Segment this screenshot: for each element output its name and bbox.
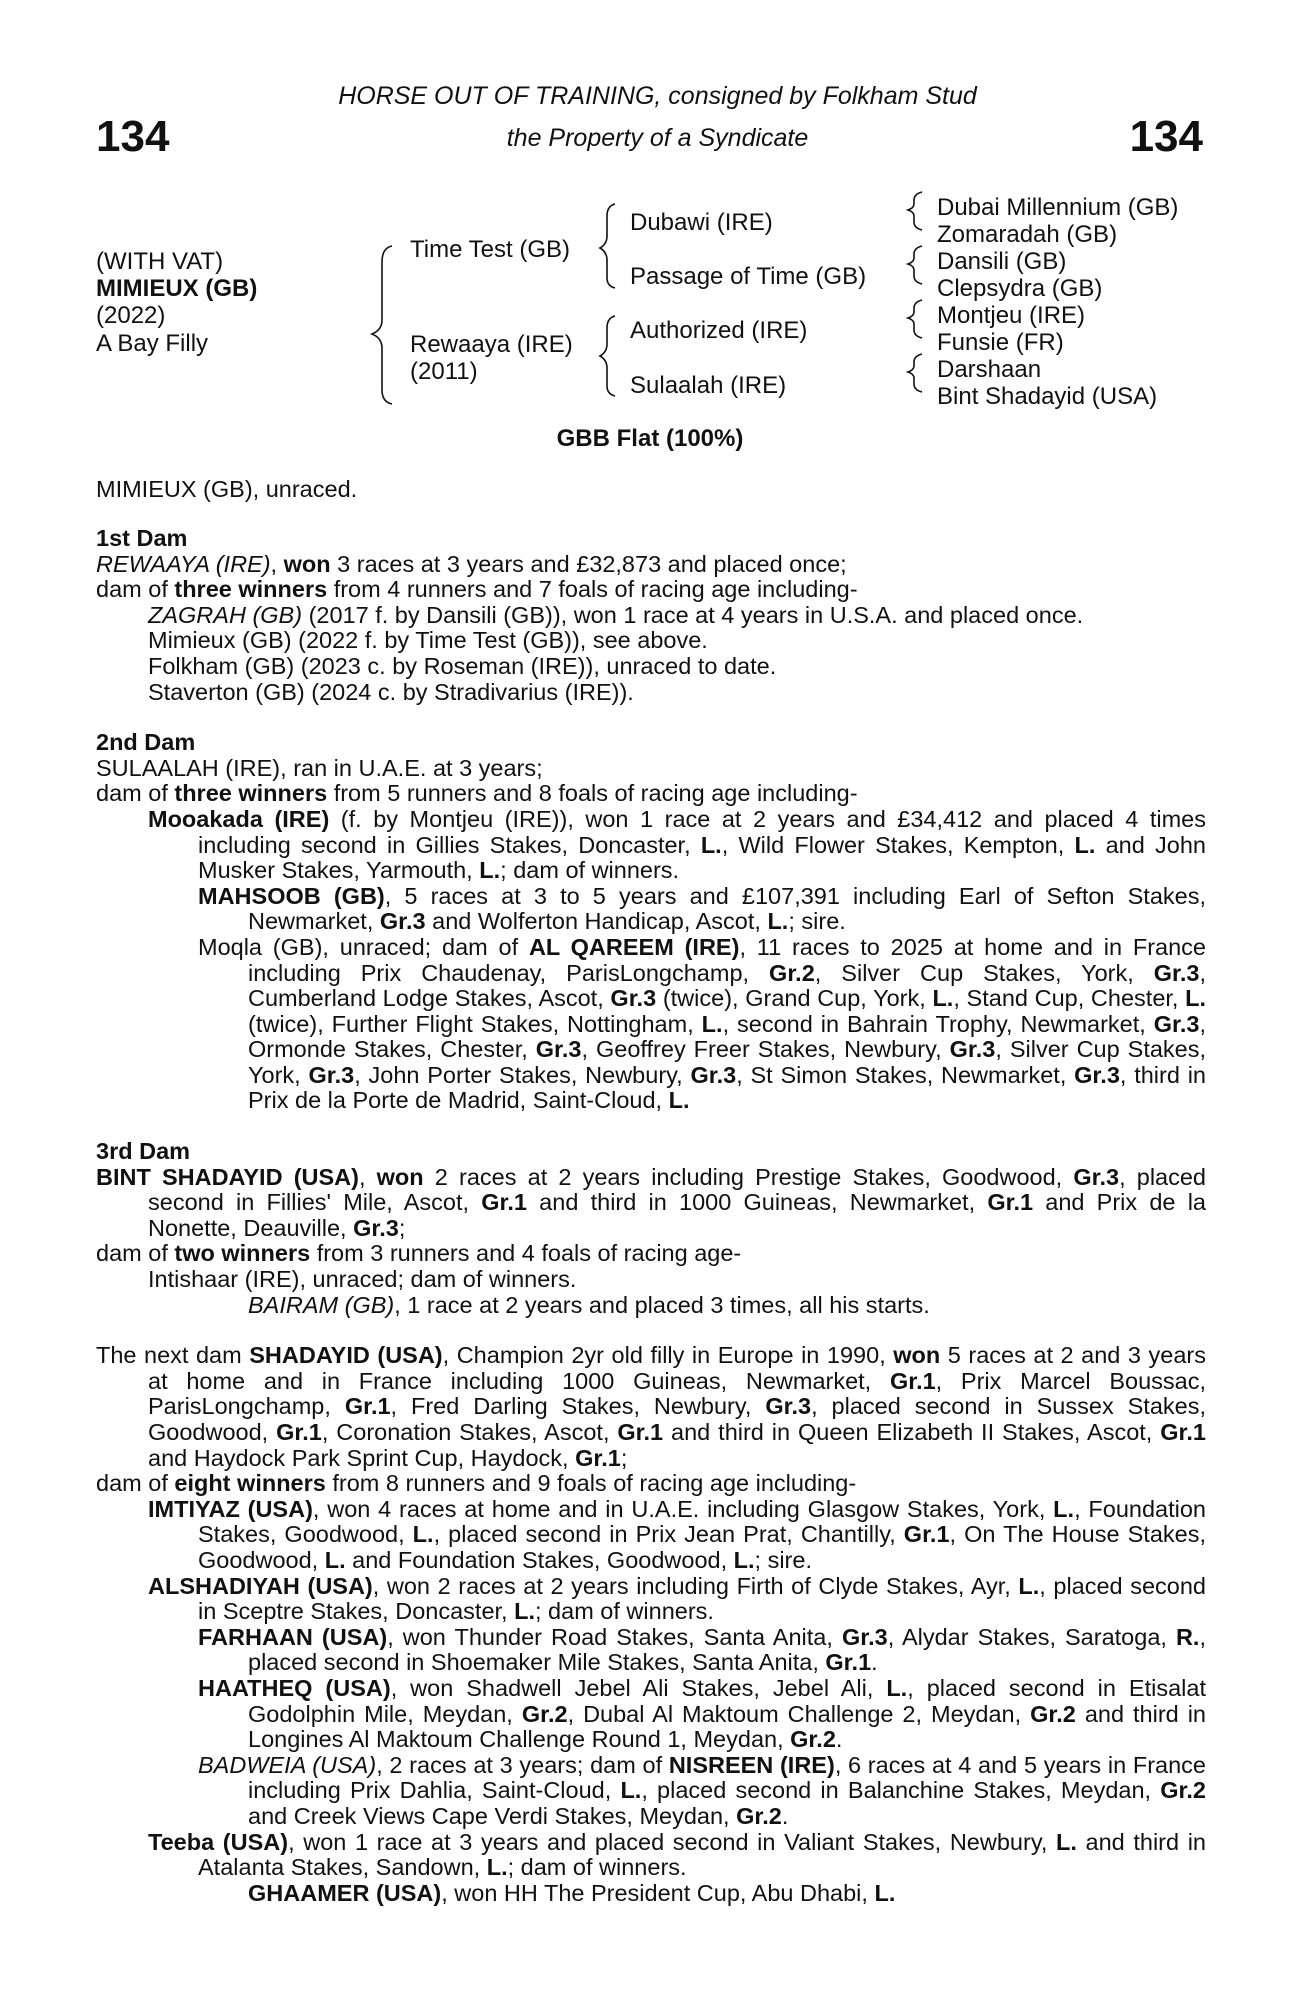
text: , placed second in Sussex Stakes, Goodwood, xyxy=(148,1393,1206,1445)
record-entry xyxy=(96,1753,1206,1830)
bold-text: Gr.3 xyxy=(949,1036,996,1063)
text: . xyxy=(781,1802,789,1829)
bold-text: three winners xyxy=(174,576,328,603)
bold-text: Gr.1 xyxy=(825,1649,872,1676)
text: , won 2 races at 2 years including Firth of Clyde Stakes, Ayr, xyxy=(372,1572,1019,1599)
text: ; xyxy=(398,1214,406,1241)
ggs-7: Darshaan xyxy=(937,356,1042,383)
record-entry xyxy=(96,1625,1206,1676)
bold-text: Gr.2 xyxy=(521,1700,568,1727)
bold-text: L. xyxy=(701,1010,723,1037)
text: ; sire. xyxy=(754,1546,812,1573)
text: dam of xyxy=(96,576,175,603)
bold-text: Gr.3 xyxy=(1074,1061,1120,1088)
text: dam of xyxy=(96,780,175,807)
sire-name: Time Test (GB) xyxy=(410,236,571,263)
bold-text: Gr.2 xyxy=(790,1726,836,1753)
record-entry xyxy=(96,1574,1206,1625)
bold-text: Gr.3 xyxy=(1073,1163,1120,1190)
text: , xyxy=(358,1163,377,1190)
bold-text: L. xyxy=(620,1777,642,1804)
bold-text: NISREEN (IRE) xyxy=(668,1751,835,1778)
text: from 5 runners and 8 foals of racing age including- xyxy=(327,780,858,807)
bold-text: Gr.3 xyxy=(535,1036,582,1063)
ggs-1: Dubai Millennium (GB) xyxy=(937,194,1179,221)
record-entry xyxy=(96,781,1206,807)
text: ; dam of winners. xyxy=(535,1598,714,1625)
ggs-4: Clepsydra (GB) xyxy=(937,275,1103,302)
text: , Stand Cup, Chester, xyxy=(953,985,1186,1012)
text: , Silver Cup Stakes, York, xyxy=(248,1036,1207,1088)
bold-text: Gr.3 xyxy=(765,1393,812,1420)
bold-text: Gr.2 xyxy=(769,959,815,986)
text: and third in Longines Al Maktoum Challenge Round 1, Meydan, xyxy=(248,1700,1206,1753)
racing-record-intro: MIMIEUX (GB), unraced. xyxy=(96,476,358,502)
text: , Fred Darling Stakes, Newbury, xyxy=(390,1393,766,1420)
text: , Foundation Stakes, Goodwood, xyxy=(198,1495,1206,1548)
text: ; dam of winners. xyxy=(507,1854,687,1881)
text: , 11 races to 2025 at home and in France including Prix Chaudenay, ParisLongchamp, xyxy=(248,933,1206,986)
bold-text: Gr.3 xyxy=(610,985,657,1012)
bold-text: Gr.3 xyxy=(841,1623,888,1650)
text: , 6 races at 4 and 5 years in France including Prix Dahlia, Saint-Cloud, xyxy=(248,1751,1206,1804)
ggs-6: Funsie (FR) xyxy=(937,329,1064,356)
grandsire-4: Sulaalah (IRE) xyxy=(630,372,787,399)
text: SULAALAH (IRE), ran in U.A.E. at 3 years; xyxy=(96,754,543,781)
text: , placed second in Balanchine Stakes, Meydan, xyxy=(641,1777,1161,1804)
bold-text: L. xyxy=(1185,985,1207,1012)
section-heading: 2nd Dam xyxy=(96,729,196,756)
text: and Haydock Park Sprint Cup, Haydock, xyxy=(148,1444,576,1471)
text: , Champion 2yr old filly in Europe in 1990, xyxy=(442,1342,894,1369)
text: Moqla (GB), unraced; dam of xyxy=(198,933,529,960)
bold-text: L. xyxy=(668,1087,690,1114)
bold-text: Gr.1 xyxy=(617,1419,664,1445)
dam-section xyxy=(96,1139,1206,1318)
bold-text: Gr.1 xyxy=(575,1444,621,1471)
record-entry xyxy=(96,1293,1206,1319)
bold-text: L. xyxy=(486,1854,508,1881)
bold-text: won xyxy=(283,550,331,577)
record-entry xyxy=(96,1830,1206,1881)
record-entry xyxy=(96,807,1206,884)
bold-text: AL QAREEM (IRE) xyxy=(528,933,740,960)
text: and Prix de la Nonette, Deauville, xyxy=(148,1189,1206,1241)
text: , 2 races at 3 years; dam of xyxy=(376,1751,669,1778)
bold-text: ALSHADIYAH (USA) xyxy=(148,1572,373,1599)
record-entry xyxy=(96,1497,1206,1574)
text: , St Simon Stakes, Newmarket, xyxy=(736,1061,1075,1088)
bold-text: Gr.2 xyxy=(736,1802,782,1829)
record-entry xyxy=(96,756,1206,782)
ggs-2: Zomaradah (GB) xyxy=(937,221,1118,248)
record-entry xyxy=(96,1267,1206,1293)
bold-text: Gr.1 xyxy=(889,1367,936,1394)
bold-text: Teeba (USA) xyxy=(148,1828,289,1855)
dam-section xyxy=(96,1343,1206,1906)
text: (twice), Grand Cup, York, xyxy=(656,985,933,1012)
record-entry xyxy=(96,1165,1206,1242)
horse-name: MIMIEUX (GB) xyxy=(96,275,258,302)
text: , Coronation Stakes, Ascot, xyxy=(321,1419,618,1445)
catalogue-body xyxy=(96,526,1206,1906)
text: from 4 runners and 7 foals of racing age including- xyxy=(327,576,858,603)
text: Intishaar (IRE), unraced; dam of winners. xyxy=(148,1266,577,1293)
text: , John Porter Stakes, Newbury, xyxy=(354,1061,691,1088)
text: , On The House Stakes, Goodwood, xyxy=(198,1521,1206,1573)
text: , placed second in Etisalat Godolphin Mile, Meydan, xyxy=(248,1674,1206,1727)
text: , won 4 races at home and in U.A.E. including Glasgow Stakes, York, xyxy=(312,1495,1054,1522)
text: ; dam of winners. xyxy=(500,857,680,884)
bold-text: L. xyxy=(514,1598,535,1625)
record-entry xyxy=(96,1241,1206,1267)
text: and third in 1000 Guineas, Newmarket, xyxy=(526,1189,988,1216)
record-entry xyxy=(96,935,1206,1114)
text: and third in Atalanta Stakes, Sandown, xyxy=(198,1828,1206,1881)
text: and Creek Views Cape Verdi Stakes, Meydan, xyxy=(248,1802,737,1829)
bold-text: eight winners xyxy=(174,1470,326,1497)
horse-year: (2022) xyxy=(96,302,166,329)
bold-text: Gr.1 xyxy=(1160,1419,1206,1445)
text: 5 races at 2 and 3 years at home and in France including 1000 Guineas, Newmarket, xyxy=(148,1342,1206,1394)
record-entry xyxy=(96,884,1206,935)
italic-text: BADWEIA (USA) xyxy=(198,1751,377,1778)
text: and Foundation Stakes, Goodwood, xyxy=(345,1546,734,1573)
text: , Geoffrey Freer Stakes, Newbury, xyxy=(581,1036,950,1063)
dam-year: (2011) xyxy=(410,358,478,385)
bold-text: won xyxy=(376,1163,424,1190)
bold-text: FARHAAN (USA) xyxy=(198,1623,388,1650)
bold-text: GHAAMER (USA) xyxy=(248,1879,442,1906)
text: 3 races at 3 years and £32,873 and placed once; xyxy=(330,550,847,577)
text: . xyxy=(871,1649,878,1676)
vat-note: (WITH VAT) xyxy=(96,248,224,275)
owner-heading: the Property of a Syndicate xyxy=(506,124,809,152)
bold-text: L. xyxy=(874,1879,896,1906)
bold-text: L. xyxy=(1018,1572,1040,1599)
text: Folkham (GB) (2023 c. by Roseman (IRE)), unraced to date. xyxy=(148,652,777,679)
text: , Silver Cup Stakes, York, xyxy=(814,959,1154,986)
bold-text: L. xyxy=(412,1521,434,1548)
text: , placed second in Fillies' Mile, Ascot, xyxy=(148,1163,1207,1216)
bold-text: IMTIYAZ (USA) xyxy=(148,1495,313,1522)
text: 2 races at 2 years including Prestige Stakes, Goodwood, xyxy=(423,1163,1074,1190)
text: (twice), Further Flight Stakes, Nottingham, xyxy=(248,1010,702,1037)
grandsire-3: Authorized (IRE) xyxy=(630,317,808,344)
dam-section xyxy=(96,526,1206,705)
text: , won Shadwell Jebel Ali Stakes, Jebel Ali, xyxy=(390,1674,887,1701)
bold-text: Gr.2 xyxy=(1160,1777,1206,1804)
bold-text: L. xyxy=(932,985,954,1012)
text: Mimieux (GB) (2022 f. by Time Test (GB)), see above. xyxy=(148,627,708,654)
text: (f. by Montjeu (IRE)), won 1 race at 2 years and £34,412 and placed 4 times including second in Gillies Stakes, Doncaster, xyxy=(198,805,1207,858)
bold-text: MAHSOOB (GB) xyxy=(198,882,385,909)
bold-text: HAATHEQ (USA) xyxy=(198,1674,391,1701)
ggs-5: Montjeu (IRE) xyxy=(937,302,1086,329)
bold-text: L. xyxy=(479,857,501,884)
bold-text: L. xyxy=(886,1674,908,1701)
text: , won 1 race at 3 years and placed second in Valiant Stakes, Newbury, xyxy=(288,1828,1056,1855)
dam-section xyxy=(96,730,1206,1114)
lot-number-right: 134 xyxy=(1129,112,1203,161)
record-entry xyxy=(96,628,1206,654)
record-entry xyxy=(96,1343,1206,1471)
bold-text: Gr.3 xyxy=(1153,959,1200,986)
text: and John Musker Stakes, Yarmouth, xyxy=(198,831,1206,884)
bold-text: L. xyxy=(767,908,789,935)
section-heading: 3rd Dam xyxy=(96,1138,191,1165)
bold-text: Gr.1 xyxy=(903,1521,950,1548)
text: , second in Bahrain Trophy, Newmarket, xyxy=(722,1010,1154,1037)
breeding-scheme: GBB Flat (100%) xyxy=(556,425,744,452)
text: Staverton (GB) (2024 c. by Stradivarius (IRE)). xyxy=(148,678,634,705)
bold-text: L. xyxy=(1074,831,1096,858)
text: and third in Queen Elizabeth II Stakes, Ascot, xyxy=(663,1419,1161,1445)
record-entry xyxy=(96,552,1206,578)
bold-text: SHADAYID (USA) xyxy=(249,1342,443,1369)
text: dam of xyxy=(96,1240,175,1267)
italic-text: BAIRAM (GB) xyxy=(248,1291,395,1318)
bold-text: L. xyxy=(1053,1495,1075,1522)
text: , third in Prix de la Porte de Madrid, Saint-Cloud, xyxy=(248,1061,1206,1114)
bold-text: Gr.3 xyxy=(353,1214,399,1241)
text: ; xyxy=(620,1444,628,1471)
text: . xyxy=(835,1726,843,1753)
text: , placed second in Shoemaker Mile Stakes, Santa Anita, xyxy=(248,1623,1206,1676)
text: (2017 f. by Dansili (GB)), won 1 race at 4 years in U.S.A. and placed once. xyxy=(302,601,1084,628)
bold-text: L. xyxy=(733,1546,755,1573)
text: dam of xyxy=(96,1470,175,1497)
text: , Wild Flower Stakes, Kempton, xyxy=(721,831,1075,858)
text: , placed second in Sceptre Stakes, Doncaster, xyxy=(198,1572,1206,1625)
text: , 5 races at 3 to 5 years and £107,391 including Earl of Sefton Stakes, Newmarket, xyxy=(248,882,1206,935)
bold-text: Gr.1 xyxy=(344,1393,391,1420)
record-entry xyxy=(96,1471,1206,1497)
text: , Alydar Stakes, Saratoga, xyxy=(887,1623,1176,1650)
italic-text: REWAAYA (IRE) xyxy=(96,550,271,577)
bold-text: L. xyxy=(1055,1828,1077,1855)
grandsire-1: Dubawi (IRE) xyxy=(630,209,773,236)
record-entry xyxy=(96,577,1206,603)
bold-text: R. xyxy=(1175,1623,1200,1650)
grandsire-2: Passage of Time (GB) xyxy=(630,263,867,290)
bold-text: Gr.3 xyxy=(690,1061,737,1088)
text: The next dam xyxy=(96,1342,250,1369)
bold-text: Gr.2 xyxy=(1030,1700,1076,1727)
bold-text: three winners xyxy=(174,780,328,807)
text: from 3 runners and 4 foals of racing age- xyxy=(310,1240,742,1267)
ggs-3: Dansili (GB) xyxy=(937,248,1067,275)
bold-text: two winners xyxy=(174,1240,311,1267)
bold-text: Mooakada (IRE) xyxy=(148,805,330,832)
text: , Dubal Al Maktoum Challenge 2, Meydan, xyxy=(567,1700,1031,1727)
text: , Ormonde Stakes, Chester, xyxy=(248,1010,1206,1063)
bold-text: Gr.1 xyxy=(987,1189,1034,1216)
record-entry xyxy=(96,1676,1206,1753)
bold-text: won xyxy=(893,1342,941,1369)
bold-text: Gr.1 xyxy=(481,1189,527,1216)
text: , placed second in Prix Jean Prat, Chantilly, xyxy=(433,1521,904,1548)
record-entry xyxy=(96,680,1206,706)
text: from 8 runners and 9 foals of racing age including- xyxy=(325,1470,857,1497)
record-entry xyxy=(96,1881,1206,1907)
text: , won HH The President Cup, Abu Dhabi, xyxy=(441,1879,875,1906)
dam-name: Rewaaya (IRE) xyxy=(410,331,573,358)
bold-text: Gr.1 xyxy=(276,1419,322,1445)
bold-text: L. xyxy=(324,1546,346,1573)
bold-text: Gr.3 xyxy=(1153,1010,1200,1037)
sale-heading: HORSE OUT OF TRAINING, consigned by Folkham Stud xyxy=(338,82,977,110)
text: , 1 race at 2 years and placed 3 times, all his starts. xyxy=(394,1291,930,1318)
text: and Wolferton Handicap, Ascot, xyxy=(425,908,768,935)
bold-text: Gr.3 xyxy=(308,1061,355,1088)
text: , Cumberland Lodge Stakes, Ascot, xyxy=(248,959,1206,1012)
text: , xyxy=(270,550,284,577)
bold-text: Gr.3 xyxy=(379,908,426,935)
text: , won Thunder Road Stakes, Santa Anita, xyxy=(387,1623,842,1650)
bold-text: BINT SHADAYID (USA) xyxy=(96,1163,359,1190)
text: , Prix Marcel Boussac, ParisLongchamp, xyxy=(148,1367,1206,1420)
italic-text: ZAGRAH (GB) xyxy=(148,601,303,628)
bold-text: L. xyxy=(700,831,722,858)
horse-description: A Bay Filly xyxy=(96,330,209,357)
section-heading: 1st Dam xyxy=(96,525,188,551)
lot-number-left: 134 xyxy=(96,112,170,161)
text: ; sire. xyxy=(788,908,846,935)
ggs-8: Bint Shadayid (USA) xyxy=(937,383,1158,410)
record-entry xyxy=(96,654,1206,680)
record-entry xyxy=(96,603,1206,629)
